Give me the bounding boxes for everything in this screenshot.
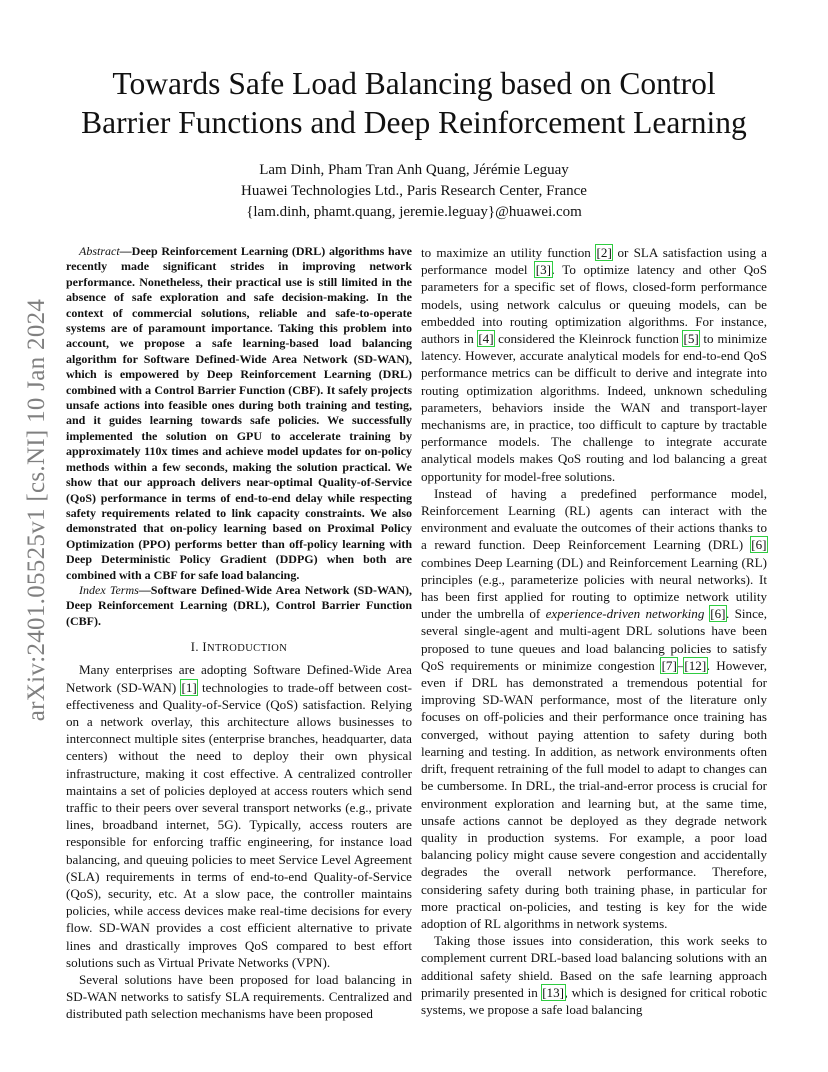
arxiv-stamp-text: arXiv:2401.05525v1 [cs.NI] 10 Jan 2024 xyxy=(23,298,50,722)
author-names: Lam Dinh, Pham Tran Anh Quang, Jérémie Leguay xyxy=(259,162,569,178)
citation-link[interactable]: [2] xyxy=(596,245,612,260)
intro-paragraph-1 xyxy=(66,661,412,971)
text-run: , which is designed for critical robotic systems, we propose a safe load balancing xyxy=(421,984,767,1017)
section-numeral: I. xyxy=(190,640,203,655)
index-terms-lead: Index Terms xyxy=(79,582,139,597)
citation-link[interactable]: [3] xyxy=(535,262,552,278)
text-run: technologies to trade-off between cost-effectiveness and Quality-of-Service (QoS) satisfaction. Relying on a network overlay, this architecture allows businesses to interconnect multiple sites (enterprise branches, headquarter, data centers) without the need to deploy their own physical infrastructure, making it cost effective. A centralized controller maintains a set of policies deployed at access routers which send traffic to their peers over several transport networks (e.g., private lines, broadband internet, 5G). Typically, access routers are responsible for enforcing traffic engineering, for instance load balancing, and queuing policies to meet Service Level Agreement (SLA) requirements in terms of end-to-end Quality-of-Service (QoS), security, etc. At a slow pace, the controller maintains policies, while access devices make real-time decisions for every flow. SD-WAN provides a cost efficient alternative to private lines and drastically improves QoS compared to best effort solutions such as Virtual Private Networks (VPN). xyxy=(66,679,413,970)
section-heading-introduction xyxy=(66,639,412,657)
text-run xyxy=(704,606,709,621)
intro-paragraph-4 xyxy=(421,485,767,932)
text-run: considered the Kleinrock function xyxy=(494,331,683,347)
emphasis-text: experience-driven networking xyxy=(545,606,705,622)
title-line-1: Towards Safe Load Balancing based on Control xyxy=(112,66,716,101)
intro-paragraph-2: Several solutions have been proposed for load balancing in SD-WAN networks to satisfy SLA requirements. Centralized and distributed path selection mechanisms have been proposed xyxy=(66,972,412,1022)
title-line-2: Barrier Functions and Deep Reinforcement Learning xyxy=(81,105,747,140)
citation-link[interactable]: [7] xyxy=(661,657,677,673)
intro-paragraph-3 xyxy=(421,244,767,485)
author-block xyxy=(60,160,768,223)
intro-paragraph-5 xyxy=(421,932,767,1018)
left-column xyxy=(66,244,412,1023)
text-run: . To optimize latency and other QoS parameters for a specific set of flows, closed-form performance models, using network calculus or queuing models, can be embedded into routing optimization algorithms. For instance, authors in xyxy=(421,262,767,347)
abstract-lead: Abstract xyxy=(79,244,120,258)
text-run: combines Deep Learning (DL) and Reinforcement Learning (RL) principles (e.g., parameterize policies with neural networks). It has been first applied for routing to optimize network utility under the umbrella of xyxy=(421,554,767,622)
text-run: Taking those issues into consideration, this work seeks to complement current DRL-based load balancing solutions with an additional safety shield. Based on the safe learning approach primarily presented in xyxy=(421,933,767,1000)
text-run: to maximize an utility function xyxy=(421,245,597,260)
section-initial: I xyxy=(202,640,208,655)
text-run: . However, even if DRL has demonstrated a tremendous potential for improving SD-WAN performance, most of the literature only focuses on off-policies and their performance once training has converged, without paying attention to safety during both learning and testing. In addition, as network environments often drift, frequent retraining of the full model to adapt to changes can be cumbersome. In DRL, the trial-and-error process is crucial for environment exploration and learning but, at the same time, unsafe actions cannot be deployed as they degrade network quality in production systems. For example, a poor load balancing policy might cause severe congestion and accidentally degrades the overall network performance. Therefore, considering safety during both training phase, in particular for more practical on-policies, and testing is key for the wide adoption of RL algorithms in network systems. xyxy=(421,657,767,931)
text-run: Many enterprises are adopting Software Defined-Wide Area Network (SD-WAN) xyxy=(66,662,412,695)
abstract xyxy=(66,244,412,583)
text-run: Instead of having a predefined performance model, Reinforcement Learning (RL) agents can interact with the environment and evaluate the outcomes of their actions thanks to a reward function. Deep Reinforcement Learning (DRL) xyxy=(421,485,767,553)
citation-link[interactable]: [5] xyxy=(683,331,699,347)
citation-link[interactable]: [6] xyxy=(710,606,726,622)
text-run: to minimize latency. However, accurate analytical models for end-to-end QoS performance metrics can be difficult to derive and integrate into routing optimization algorithms. Indeed, unknown scheduling parameters, behaviors inside the WAN and transport-layer mechanisms are, in practice, too difficult to capture by tractable performance models. The challenge to integrate accurate analytical models makes QoS routing and lod balancing a great opportunity for model-free solutions. xyxy=(421,331,767,484)
citation-link[interactable]: [1] xyxy=(181,679,197,695)
citation-link[interactable]: [13] xyxy=(542,984,565,1000)
text-run: – xyxy=(677,657,684,673)
paper-title xyxy=(40,64,788,142)
text-run: . Since, several single-agent and multi-agent DRL solutions have been proposed to tune queues and load balancing policies to satisfy QoS requirements or minimize congestion xyxy=(421,606,767,673)
index-terms-body: —Software Defined-Wide Area Network (SD-WAN), Deep Reinforcement Learning (DRL), Control Barrier Function (CBF). xyxy=(66,582,412,628)
index-terms xyxy=(66,583,412,629)
arxiv-stamp xyxy=(22,300,52,720)
abstract-body: —Deep Reinforcement Learning (DRL) algorithms have recently made significant strides in improving network performance. Nonetheless, their practical use is still limited in the absence of safe exploration and safe decision-making. In the context of commercial solutions, reliable and safe-to-operate systems are of paramount importance. Taking this problem into account, we propose a safe learning-based load balancing algorithm for Software Defined-Wide Area Network (SD-WAN), which is empowered by Deep Reinforcement Learning (DRL) combined with a Control Barrier Function (CBF). It safely projects unsafe actions into feasible ones during both training and testing, and it guides learning towards safe policies. We successfully implemented the solution on GPU to accelerate training by approximately 110x times and achieve model updates for on-policy methods within a few seconds, making the solution practical. We show that our approach delivers near-optimal Quality-of-Service (QoS) performance in terms of end-to-end delay while respecting safety requirements related to link capacity constraints. We also demonstrated that on-policy learning based on Proximal Policy Optimization (PPO) performs better than off-policy learning with Deep Deterministic Policy Gradient (DDPG) when both are combined with a CBF for safe load balancing. xyxy=(66,244,412,582)
citation-link[interactable]: [12] xyxy=(684,657,707,673)
section-rest: NTRODUCTION xyxy=(207,643,288,655)
text-run: or SLA satisfaction using a performance model xyxy=(421,245,767,278)
right-column xyxy=(421,244,767,1018)
citation-link[interactable]: [4] xyxy=(478,331,494,347)
author-affiliation: Huawei Technologies Ltd., Paris Research Center, France xyxy=(241,183,587,199)
author-email: {lam.dinh, phamt.quang, jeremie.leguay}@huawei.com xyxy=(246,204,582,220)
citation-link[interactable]: [6] xyxy=(751,537,767,553)
